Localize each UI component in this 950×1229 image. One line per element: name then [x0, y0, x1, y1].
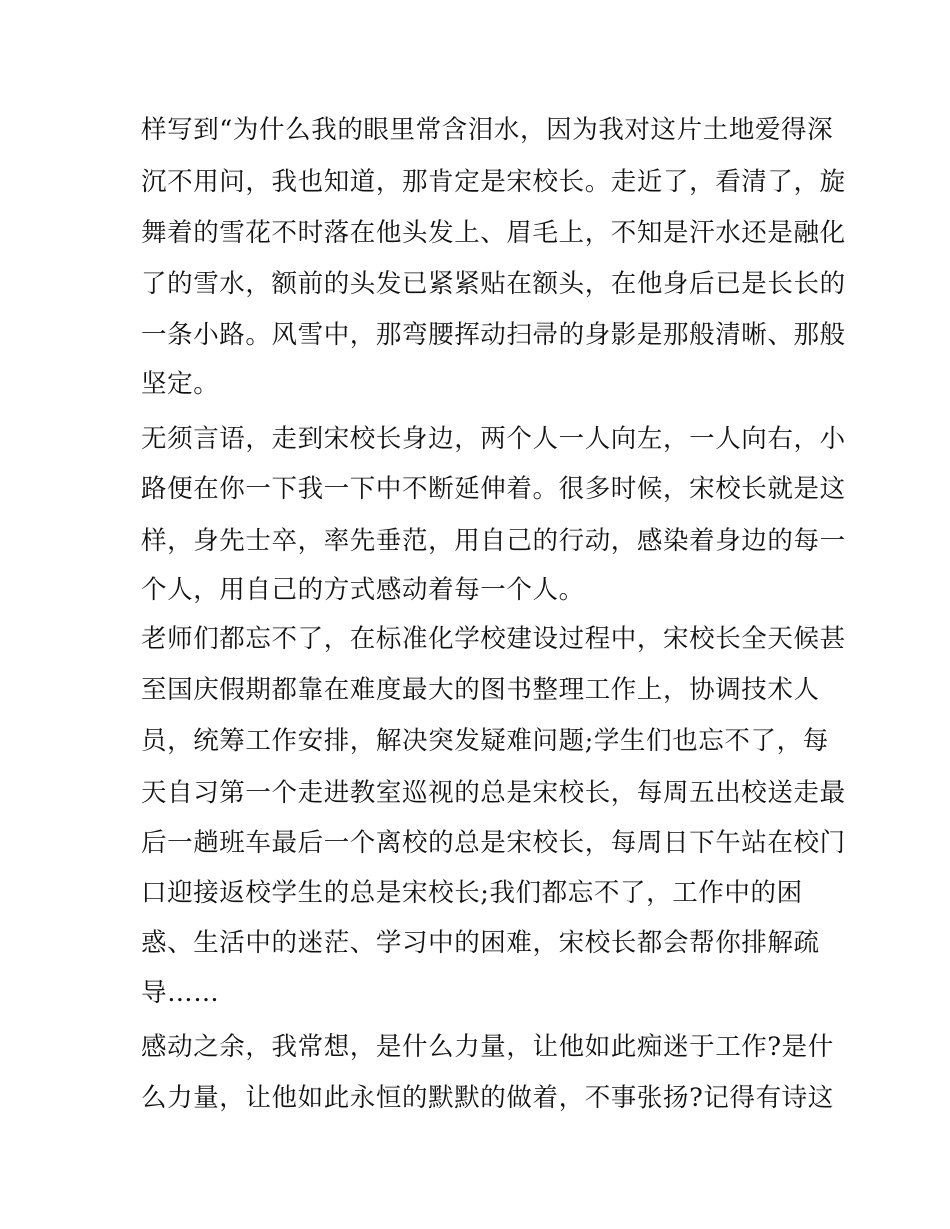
text-line: 了的雪水，额前的头发已紧紧贴在额头，在他身后已是长长的	[141, 269, 846, 299]
text-line: 后一趟班车最后一个离校的总是宋校长，每周日下午站在校门	[141, 828, 846, 858]
text-line: 导……	[141, 978, 220, 1008]
text-line: 天自习第一个走进教室巡视的总是宋校长，每周五出校送走最	[141, 778, 846, 808]
text-line: 惑、生活中的迷茫、学习中的困难，宋校长都会帮你排解疏	[141, 928, 820, 958]
text-line: 样写到“为什么我的眼里常含泪水，因为我对这片土地爱得深	[141, 115, 834, 145]
text-line: 至国庆假期都靠在难度最大的图书整理工作上，协调技术人	[141, 675, 820, 705]
text-line: 一条小路。风雪中，那弯腰挥动扫帚的身影是那般清晰、那般	[141, 320, 846, 350]
text-line: 样，身先士卒，率先垂范，用自己的行动，感染着身边的每一	[141, 526, 846, 556]
text-line: 员，统筹工作安排，解决突发疑难问题;学生们也忘不了，每	[141, 726, 829, 756]
text-line: 么力量，让他如此永恒的默默的做着，不事张扬?记得有诗这	[141, 1083, 834, 1113]
text-line: 老师们都忘不了，在标准化学校建设过程中，宋校长全天候甚	[141, 624, 846, 654]
text-line: 沉不用问，我也知道，那肯定是宋校长。走近了，看清了，旋	[141, 167, 846, 197]
text-line: 个人，用自己的方式感动着每一个人。	[141, 575, 585, 605]
text-line: 路便在你一下我一下中不断延伸着。很多时候，宋校长就是这	[141, 474, 846, 504]
text-line: 无须言语，走到宋校长身边，两个人一人向左，一人向右，小	[141, 424, 846, 454]
text-line: 感动之余，我常想，是什么力量，让他如此痴迷于工作?是什	[141, 1032, 834, 1062]
text-line: 坚定。	[141, 369, 220, 399]
text-line: 舞着的雪花不时落在他头发上、眉毛上，不知是汗水还是融化	[141, 218, 846, 248]
text-line: 口迎接返校学生的总是宋校长;我们都忘不了，工作中的困	[141, 878, 803, 908]
